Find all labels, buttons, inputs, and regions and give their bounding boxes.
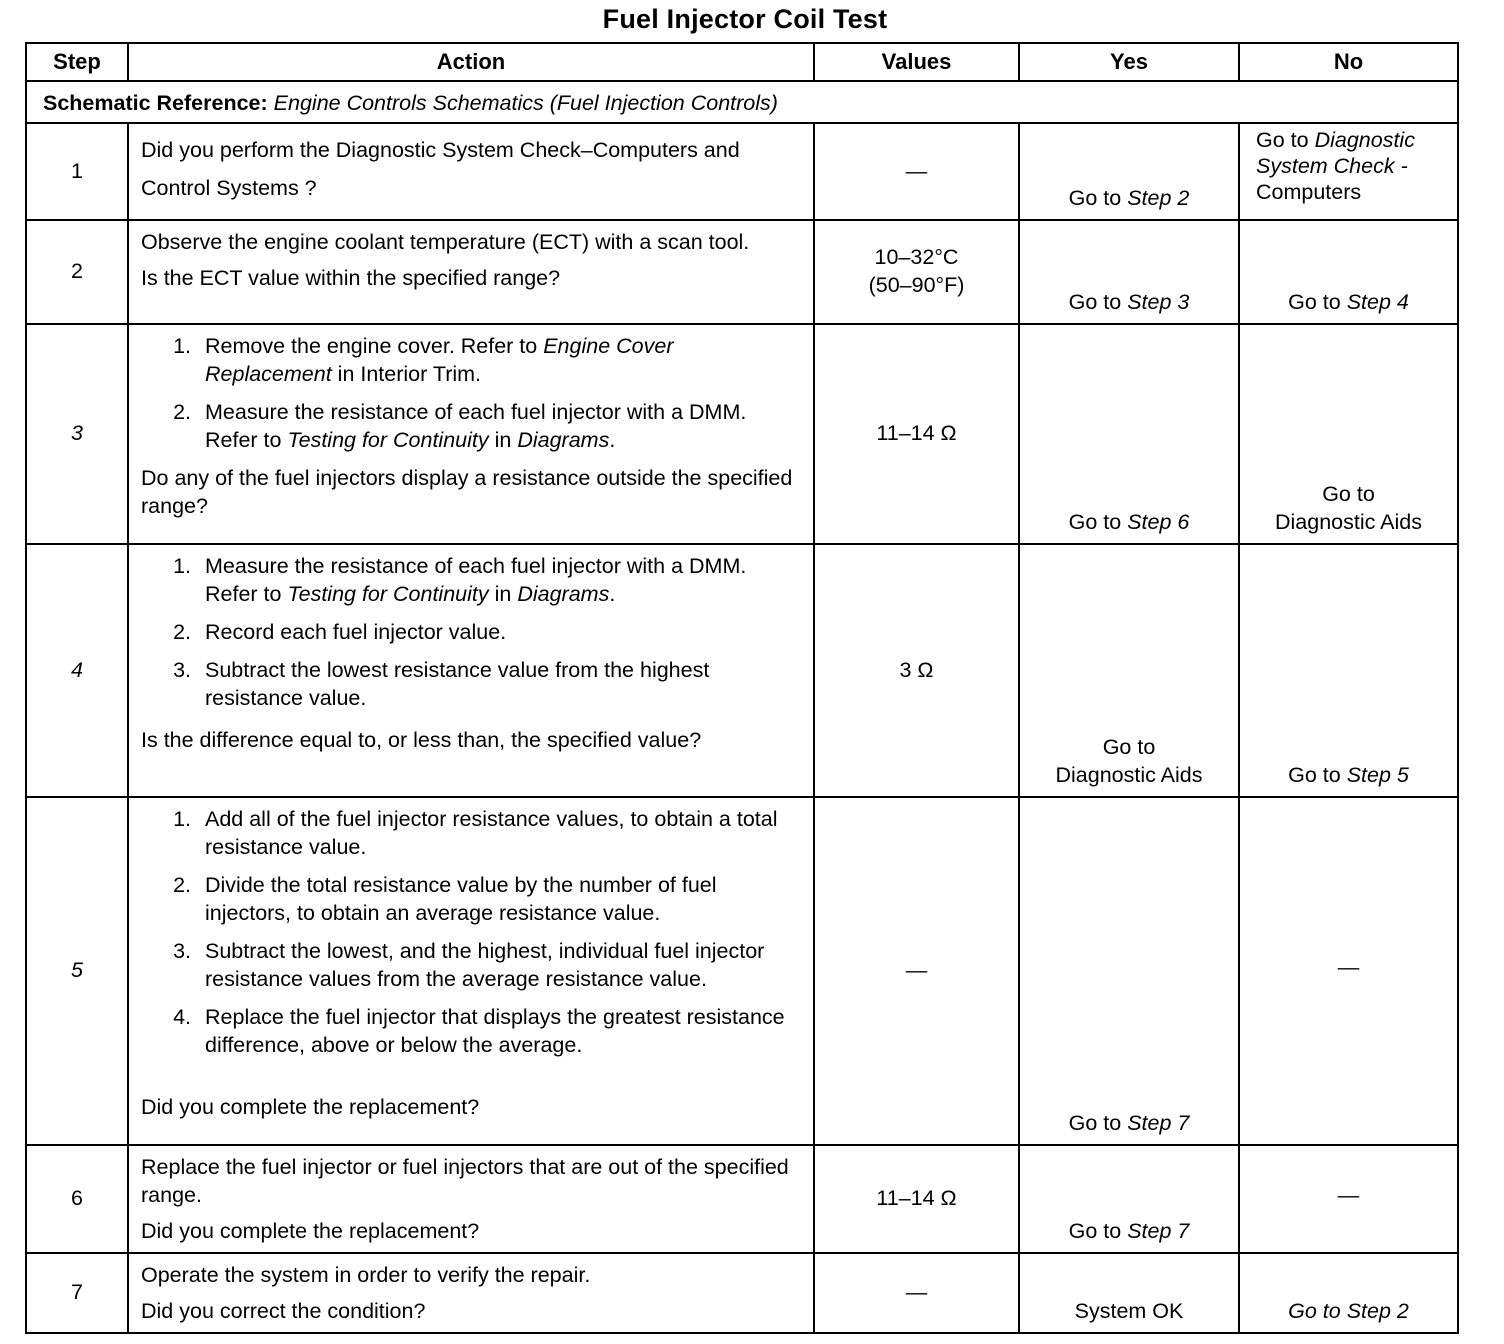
yes-cell (1019, 1145, 1239, 1253)
yes-prefix: Go to (1068, 290, 1128, 315)
no-cell (1239, 220, 1458, 324)
action-cell (128, 324, 814, 544)
action-steps (141, 333, 803, 455)
yes-step-ref: Step 6 (1127, 510, 1190, 535)
value-cell: 3 Ω (814, 544, 1019, 797)
no-suffix: Computers (1256, 179, 1362, 204)
action-text: Did you perform the Diagnostic System Check–Computers and Control Systems ? (141, 138, 740, 200)
schematic-row (26, 81, 1458, 123)
action-steps (141, 806, 803, 1060)
action-question: Did you correct the condition? (141, 1298, 426, 1323)
yes-step-ref: Step 3 (1127, 290, 1190, 315)
value-cell: — (814, 1253, 1019, 1333)
yes-line2: Diagnostic Aids (1055, 763, 1203, 788)
yes-cell: System OK (1019, 1253, 1239, 1333)
action-step-item: 3. Subtract the lowest, and the highest, individual fuel injector resistance values from the average resistance value. (197, 938, 803, 994)
step-text: . (609, 581, 616, 606)
reference-link: Testing for Continuity (287, 581, 489, 606)
action-question: Did you complete the replacement? (141, 1094, 480, 1119)
action-step-item (197, 333, 803, 389)
action-cell (128, 1145, 814, 1253)
no-step-ref: Step 4 (1346, 290, 1409, 315)
header-values: Values (814, 43, 1019, 81)
step-text: Record each fuel injector value. (205, 619, 507, 644)
action-step-item: 1. Add all of the fuel injector resistance values, to obtain a total resistance value. (197, 806, 803, 862)
yes-prefix: Go to (1068, 186, 1128, 211)
step-text: in Interior Trim. (331, 361, 482, 386)
action-step-item (197, 619, 803, 647)
value-cell: — (814, 123, 1019, 220)
no-cell (1239, 324, 1458, 544)
action-steps (141, 553, 803, 713)
no-cell: — (1239, 1145, 1458, 1253)
action-cell (128, 544, 814, 797)
header-yes: Yes (1019, 43, 1239, 81)
table-row (26, 1145, 1458, 1253)
no-cell (1239, 544, 1458, 797)
step-text: . (609, 427, 616, 452)
value-cell: — (814, 797, 1019, 1145)
table-row (26, 1253, 1458, 1333)
action-cell (128, 797, 814, 1145)
table-row (26, 220, 1458, 324)
yes-prefix: Go to (1068, 510, 1128, 535)
table-row (26, 544, 1458, 797)
no-prefix: Go to (1288, 290, 1347, 315)
action-step-item (197, 399, 803, 455)
action-question: Did you complete the replacement? (141, 1218, 480, 1243)
value-celsius: 10–32°C (874, 245, 959, 270)
no-line2: Diagnostic Aids (1275, 510, 1422, 535)
step-text: Measure the resistance of each fuel injector with a DMM. Refer to (205, 399, 747, 452)
action-cell (128, 1253, 814, 1333)
reference-link: Diagrams (517, 427, 610, 452)
no-line1: Go to (1322, 482, 1375, 507)
step-number: 5 (26, 797, 128, 1145)
table-row (26, 324, 1458, 544)
yes-cell (1019, 544, 1239, 797)
action-text: Observe the engine coolant temperature (ECT) with a scan tool. (141, 230, 750, 254)
header-no: No (1239, 43, 1458, 81)
yes-prefix: Go to (1068, 1218, 1128, 1243)
no-cell: — (1239, 797, 1458, 1145)
reference-link: Engine Cover Replacement (205, 334, 674, 386)
no-prefix: Go to (1288, 763, 1347, 788)
no-ref: Diagnostic System Check - (1256, 128, 1415, 178)
header-row (26, 43, 1458, 81)
header-action: Action (128, 43, 814, 81)
value-cell: 11–14 Ω (814, 324, 1019, 544)
action-text: Replace the fuel injector or fuel injectors that are out of the specified range. (141, 1155, 789, 1207)
yes-step-ref: Step 7 (1127, 1218, 1190, 1243)
value-cell: 11–14 Ω (814, 1145, 1019, 1253)
diagnostic-table (25, 42, 1459, 1334)
step-number: 6 (26, 1145, 128, 1253)
yes-step-ref: Step 7 (1127, 1111, 1190, 1136)
reference-link: Diagrams (517, 581, 610, 606)
step-text: Subtract the lowest resistance value from the highest resistance value. (205, 657, 710, 710)
step-text: Remove the engine cover. Refer to (205, 334, 544, 358)
yes-prefix: Go to (1068, 1111, 1128, 1136)
schematic-label: Schematic Reference: (43, 91, 268, 115)
yes-cell (1019, 797, 1239, 1145)
yes-cell (1019, 123, 1239, 220)
yes-cell (1019, 220, 1239, 324)
step-number: 7 (26, 1253, 128, 1333)
table-row (26, 123, 1458, 220)
no-cell (1239, 123, 1458, 220)
yes-line1: Go to (1102, 735, 1156, 760)
action-step-item: 4. Replace the fuel injector that displays the greatest resistance difference, above or below the average. (197, 1004, 803, 1060)
action-question: Is the ECT value within the specified range? (141, 265, 561, 290)
value-cell (814, 220, 1019, 324)
step-text: Measure the resistance of each fuel injector with a DMM. Refer to (205, 554, 747, 606)
action-text: Operate the system in order to verify the repair. (141, 1262, 591, 1287)
reference-link: Testing for Continuity (287, 427, 489, 452)
no-step-ref: Step 5 (1346, 763, 1409, 788)
document-title: Fuel Injector Coil Test (602, 4, 888, 34)
step-number: 3 (26, 324, 128, 544)
table-row (26, 797, 1458, 1145)
step-number: 1 (26, 123, 128, 220)
action-question: Do any of the fuel injectors display a resistance outside the specified range? (141, 465, 793, 518)
schematic-text: Engine Controls Schematics (Fuel Injection Controls) (273, 91, 778, 115)
action-step-item: 2. Divide the total resistance value by the number of fuel injectors, to obtain an average resistance value. (197, 872, 803, 928)
step-number: 4 (26, 544, 128, 797)
no-prefix: Go to (1256, 128, 1315, 152)
action-cell (128, 220, 814, 324)
yes-cell (1019, 324, 1239, 544)
yes-step-ref: Step 2 (1127, 186, 1190, 211)
step-text: in (488, 581, 518, 606)
header-step: Step (26, 43, 128, 81)
step-text: in (488, 427, 518, 452)
no-cell: Go to Step 2 (1239, 1253, 1458, 1333)
action-step-item (197, 553, 803, 609)
action-step-item (197, 657, 803, 713)
step-number: 2 (26, 220, 128, 324)
action-cell (128, 123, 814, 220)
value-fahrenheit: (50–90°F) (868, 273, 965, 297)
action-question: Is the difference equal to, or less than, the specified value? (141, 727, 702, 752)
schematic-reference (26, 81, 1458, 123)
